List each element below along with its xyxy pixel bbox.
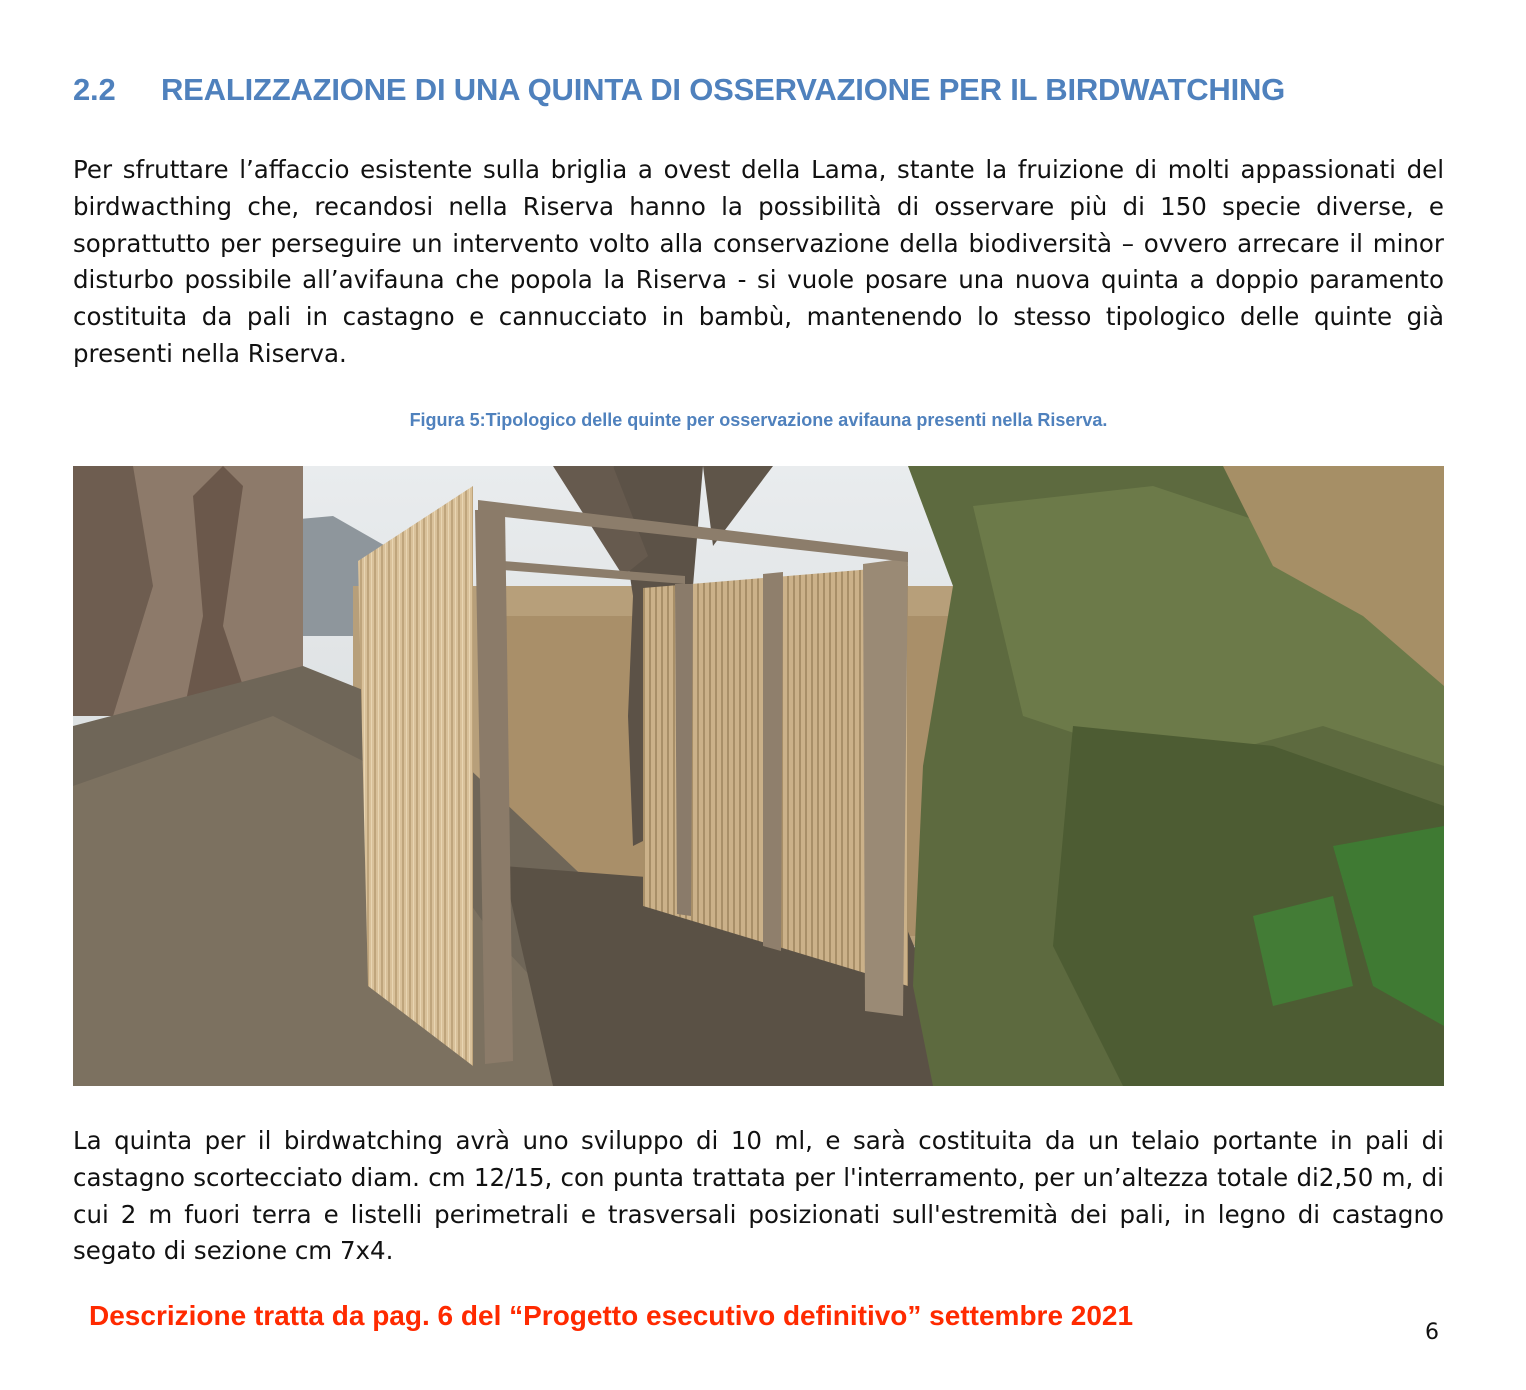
figure-photo bbox=[73, 466, 1444, 1086]
intro-paragraph: Per sfruttare l’affaccio esistente sulla briglia a ovest della Lama, stante la fruizione di molti appassionati del birdwacthing che, recandosi nella Riserva hanno la possibilità di osservare più di 150 specie diverse, e soprattutto per perseguire un intervento volto alla conservazione della biodiversità – ovvero arrecare il minor disturbo possibile all’avifauna che popola la Riserva - si vuole posare una nuova quinta a doppio paramento costituita da pali in castagno e cannucciato in bambù, mantenendo lo stesso tipologico delle quinte già presenti nella Riserva. bbox=[73, 155, 1444, 368]
section-heading bbox=[73, 72, 1453, 108]
section-title: REALIZZAZIONE DI UNA QUINTA DI OSSERVAZIONE PER IL BIRDWATCHING bbox=[161, 72, 1286, 107]
page-number: 6 bbox=[1425, 1320, 1439, 1345]
description-paragraph: La quinta per il birdwatching avrà uno sviluppo di 10 ml, e sarà costituita da un telaio portante in pali di castagno scortecciato diam. cm 12/15, con punta trattata per l'interramento, per un’altezza totale di2,50 m, di cui 2 m fuori terra e listelli perimetrali e trasversali posizionati sull'estremità dei pali, in legno di castagno segato di sezione cm 7x4. bbox=[73, 1126, 1444, 1266]
figure-caption: Figura 5:Tipologico delle quinte per osservazione avifauna presenti nella Riserva. bbox=[409, 410, 1108, 430]
source-note: Descrizione tratta da pag. 6 del “Progetto esecutivo definitivo” settembre 2021 bbox=[89, 1300, 1134, 1331]
birdwatching-screen-photo bbox=[73, 466, 1444, 1086]
section-number: 2.2 bbox=[73, 72, 116, 107]
